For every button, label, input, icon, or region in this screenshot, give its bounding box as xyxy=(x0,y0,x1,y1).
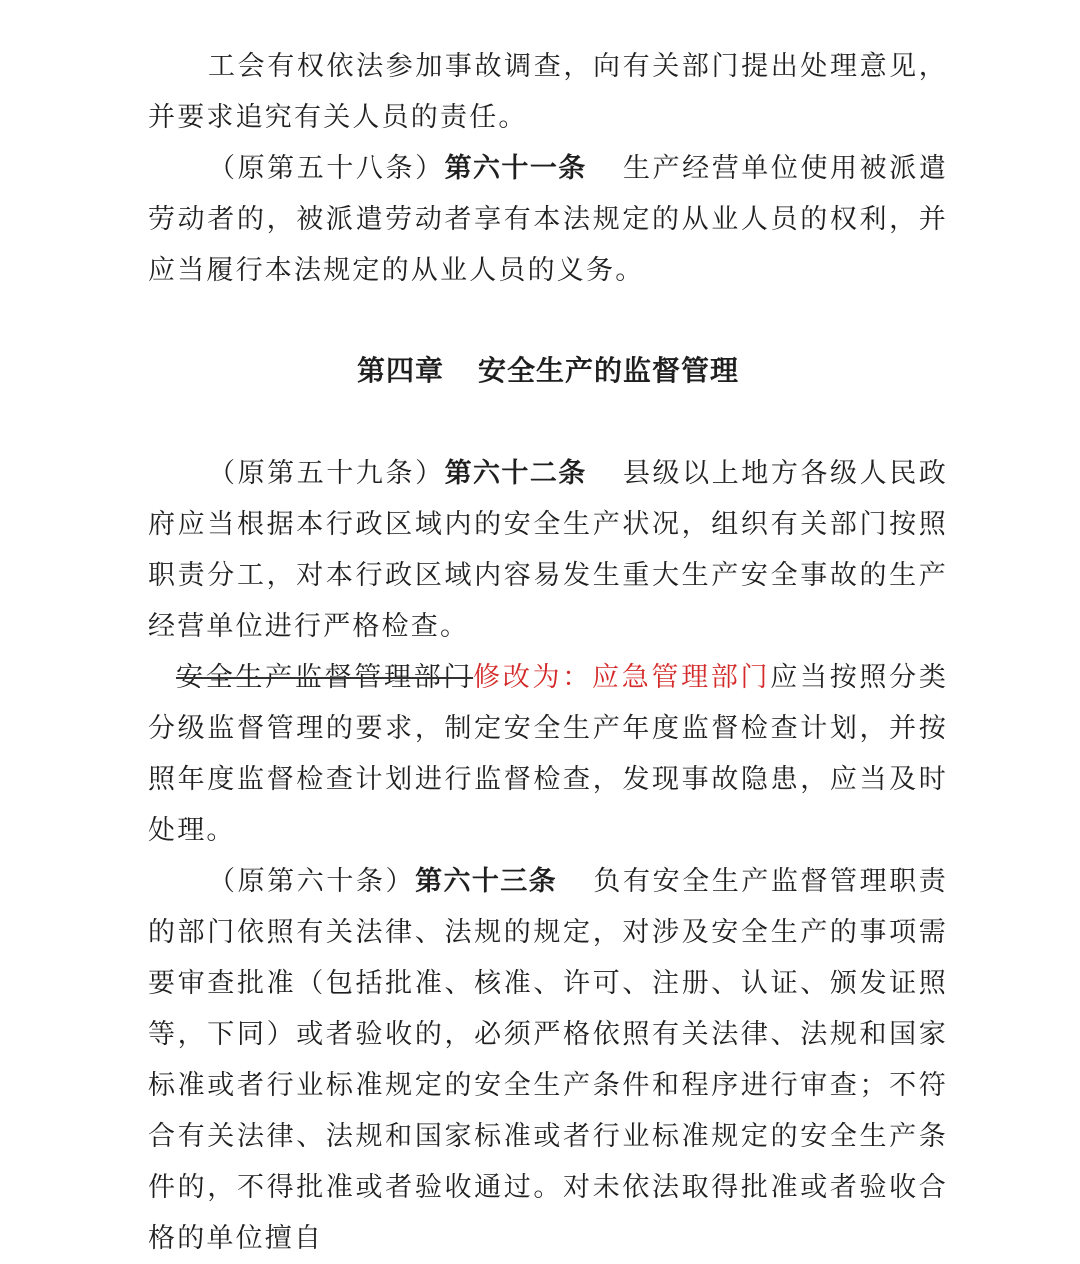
chapter-heading xyxy=(148,346,948,396)
top-section xyxy=(148,41,948,296)
paragraph-text: 应当按照分类分级监督管理的要求，制定安全生产年度监督检查计划，并按照年度监督检查计划进行监督检查，发现事故隐患，应当及时处理。 xyxy=(148,662,949,846)
struck-text: 安全生产监督管理部门 xyxy=(176,662,474,693)
article-number: 第六十三条 xyxy=(415,866,558,897)
paragraph-union-rights xyxy=(148,41,948,143)
article-62-amended-paragraph xyxy=(148,652,948,856)
original-article-ref: （原第五十九条） xyxy=(208,458,445,489)
chapter-title: 安全生产的监督管理 xyxy=(478,354,740,387)
article-text: 生产经营单位使用被派遣劳动者的，被派遣劳动者享有本法规定的从业人员的权利，并应当履行本法规定的从业人员的义务。 xyxy=(148,153,949,286)
paragraph-text: 工会有权依法参加事故调查，向有关部门提出处理意见，并要求追究有关人员的责任。 xyxy=(148,51,948,133)
amendment-text: 应急管理部门 xyxy=(591,662,771,693)
original-article-ref: （原第五十八条） xyxy=(208,153,445,184)
article-62 xyxy=(148,448,948,652)
article-text: 负有安全生产监督管理职责的部门依照有关法律、法规的规定，对涉及安全生产的事项需要审查批准（包括批准、核准、许可、注册、认证、颁发证照等，下同）或者验收的，必须严格依照有关法律、法规和国家标准或者行业标准规定的安全生产条件和程序进行审查；不符合有关法律、法规和国家标准或者行业标准规定的安全生产条件的，不得批准或者验收通过。对未依法取得批准或者验收合格的单位擅自 xyxy=(148,866,949,1254)
amendment-label: 修改为： xyxy=(473,662,592,693)
article-61 xyxy=(148,143,948,296)
article-number: 第六十一条 xyxy=(444,153,587,184)
bottom-section xyxy=(148,448,948,1264)
chapter-number: 第四章 xyxy=(356,354,444,387)
original-article-ref: （原第六十条） xyxy=(208,866,416,897)
article-text: 县级以上地方各级人民政府应当根据本行政区域内的安全生产状况，组织有关部门按照职责分工，对本行政区域内容易发生重大生产安全事故的生产经营单位进行严格检查。 xyxy=(148,458,949,642)
article-63 xyxy=(148,856,948,1264)
article-number: 第六十二条 xyxy=(444,458,587,489)
